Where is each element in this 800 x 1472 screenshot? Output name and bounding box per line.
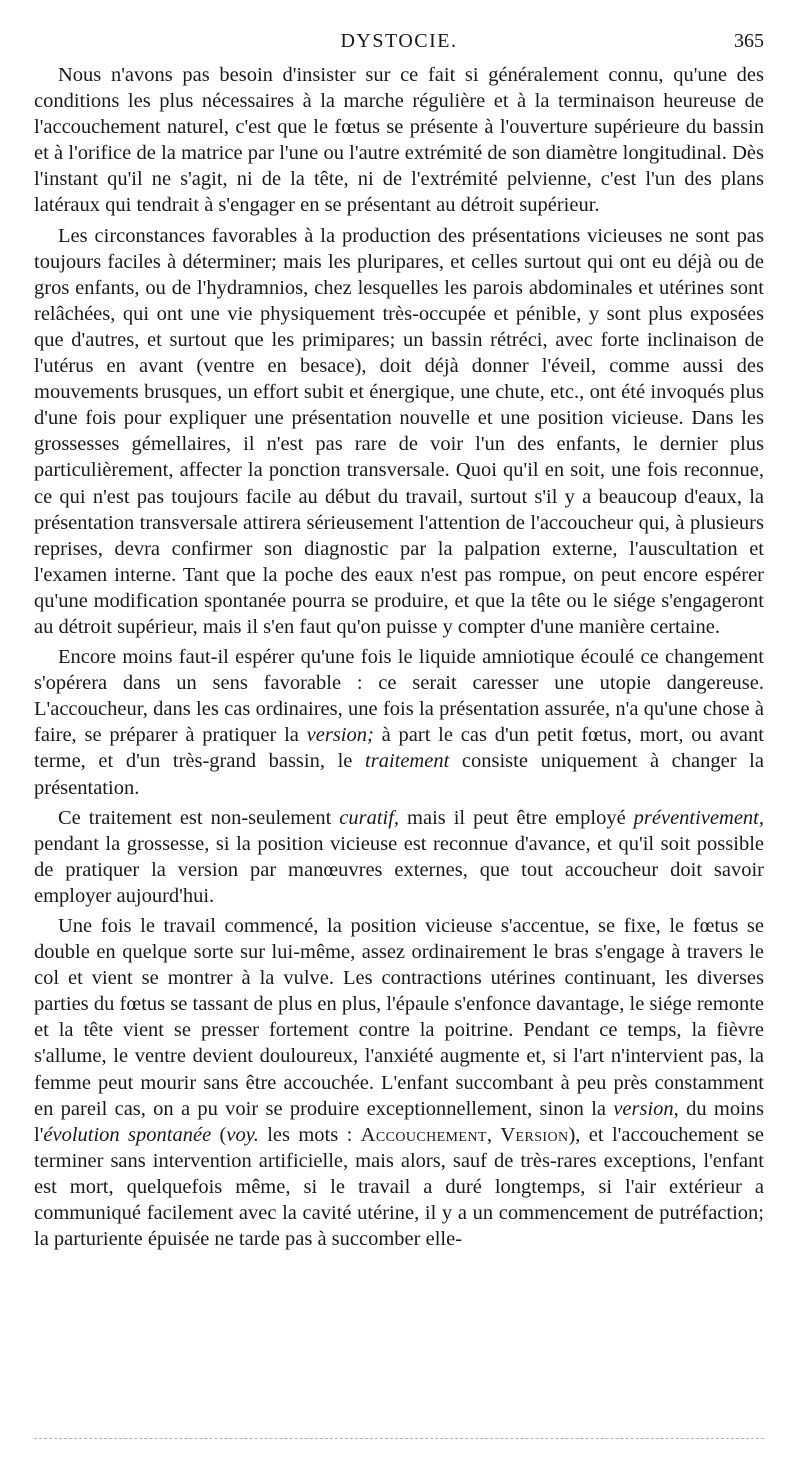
paragraph-4-text-a: Ce traitement est non-seulement (58, 806, 340, 829)
italic-voy: voy. (226, 1123, 259, 1146)
paragraph-5 (34, 913, 764, 1252)
page-number: 365 (734, 30, 764, 52)
paragraph-5-text-k: ), et l'accouchement se terminer sans intervention artificielle, mais alors, sauf de très-rares exceptions, l'enfant est mort, quelquefois même, si le travail a duré longtemps, si l'air extérieur a communiqué facilement avec la cavité utérine, il y a un commencement de putréfaction; la parturiente épuisée ne tarde pas à succomber elle- (34, 1123, 765, 1251)
cross-reference-version: Version (500, 1123, 569, 1146)
footer-rule (34, 1438, 764, 1439)
paragraph-4-text-c: mais il peut être employé (399, 806, 634, 829)
italic-version-2: version, (613, 1097, 679, 1120)
italic-curatif: curatif, (339, 806, 400, 829)
paragraph-3-text-c: à part le cas d'un petit fœtus, mort, ou avant terme, et d'un très-grand bassin, le (34, 724, 764, 773)
paragraph-2: Les circonstances favorables à la production des présentations vicieuses ne sont pas toujours faciles à déterminer; mais les pluripares, et celles surtout qui ont eu déjà ou de gros enfants, ou de l'hydramnios, chez lesquelles les parois abdominales et utérines sont relâchées, qui ont une vie physiquement très-occupée et pénible, y sont plus exposées que d'autres, et surtout que les primipares; un bassin rétréci, avec forte inclinaison de l'utérus en avant (ventre en besace), doit déjà donner l'éveil, comme aussi des mouvements brusques, un effort subit et énergique, une chute, etc., ont été invoqués plus d'une fois pour expliquer une présentation nouvelle et une position vicieuse. Dans les grossesses gémellaires, il n'est pas rare de voir l'un des enfants, le dernier plus particulièrement, affecter la ponction transversale. Quoi qu'il en soit, une fois reconnue, ce qui n'est pas toujours facile au début du travail, surtout s'il y a beaucoup d'eaux, la présentation transversale attirera sérieusement l'attention de l'accoucheur qui, à plusieurs reprises, devra confirmer son diagnostic par la palpation externe, l'auscultation et l'examen interne. Tant que la poche des eaux n'est pas rompue, on peut encore espérer qu'une modification spontanée pourra se produire, et que la tête ou le siége s'engageront au détroit supérieur, mais il s'en faut qu'on puisse y compter d'une manière certaine. (34, 224, 764, 638)
italic-evolution-spontanee: évolution spontanée (43, 1123, 212, 1146)
running-title: DYSTOCIE. (340, 30, 458, 52)
running-head (34, 30, 764, 58)
paragraph-3-text-a: Encore moins faut-il espérer qu'une fois le liquide amniotique écoulé ce changement s'opérera dans un sens favorable : ce serait caresser une utopie dangereuse. L'accoucheur, dans les cas ordinaires, une fois la présentation assurée, n'a qu'une chose à faire, se préparer à pratiquer la (34, 646, 764, 747)
paragraph-5-text-i: , (486, 1123, 501, 1146)
paragraph-5-text-c: du moins l' (34, 1097, 764, 1146)
cross-reference-accouchement: Accouchement (360, 1123, 487, 1146)
paragraph-5-text-e: ( (211, 1123, 227, 1146)
paragraph-4-text-e: pendant la grossesse, si la position vicieuse est reconnue d'avance, et qu'il soit possible de pratiquer la version par manœuvres externes, que tout accoucheur doit savoir employer aujourd'hui. (34, 832, 764, 907)
paragraph-1: Nous n'avons pas besoin d'insister sur ce fait si généralement connu, qu'une des conditions les plus nécessaires à la marche régulière et à la terminaison heureuse de l'accouchement naturel, c'est que le fœtus se présente à l'ouverture supérieure du bassin et à l'orifice de la matrice par l'une ou l'autre extrémité de son diamètre longitudinal. Dès l'instant qu'il ne s'agit, ni de la tête, ni de l'extrémité pelvienne, c'est l'un des plans latéraux qui tendrait à s'engager en se présentant au détroit supérieur. (34, 64, 764, 217)
paragraph-4 (34, 805, 764, 909)
italic-traitement: traitement (365, 750, 450, 773)
paragraph-5-text-g: les mots : (258, 1123, 361, 1146)
paragraph-3-text-e: consiste uniquement à changer la présentation. (34, 750, 764, 799)
paragraph-3 (34, 644, 764, 801)
text-body (34, 62, 764, 1252)
italic-version: version; (306, 724, 374, 747)
italic-preventivement: préventivement, (633, 806, 764, 829)
paragraph-5-text-a: Une fois le travail commencé, la position vicieuse s'accentue, se fixe, le fœtus se double en quelque sorte sur lui-même, assez ordinairement le bras s'engage à travers le col et vient se montrer à la vulve. Les contractions utérines continuant, les diverses parties du fœtus se tassant de plus en plus, l'épaule s'enfonce davantage, le siége remonte et la tête vient se presser fortement contre la poitrine. Pendant ce temps, la fièvre s'allume, le ventre devient douloureux, l'anxiété augmente et, si l'art n'intervient pas, la femme peut mourir sans être accouchée. L'enfant succombant à peu près constamment en pareil cas, on a pu voir se produire exceptionnellement, sinon la (34, 915, 764, 1120)
